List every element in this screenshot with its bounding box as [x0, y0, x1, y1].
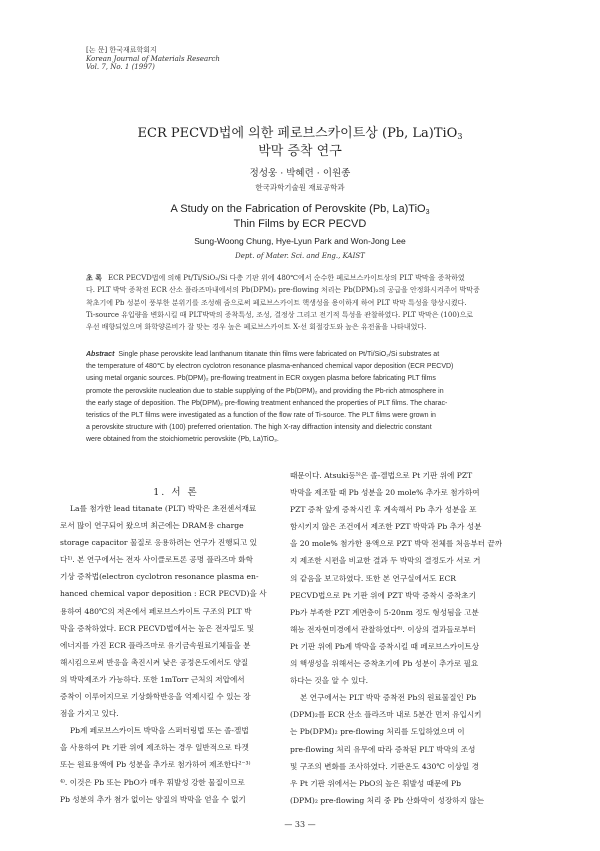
text-line: [290, 570, 538, 587]
authors-ko: 정성웅 · 박혜련 · 이원종: [249, 168, 351, 179]
text-line-content: ⁴⁾. 이것은 Pb 또는 PbO가 매우 휘발성 강한 물질이므로: [60, 777, 245, 787]
text-line-content: (DPM)₂ pre-flowing 처리 중 Pb 산화막이 성장하지 않는: [290, 795, 485, 805]
text-line: [86, 373, 532, 385]
text-line: [290, 604, 538, 621]
text-line-content: Pb 성분의 추가 첨가 없이는 양질의 박막을 얻을 수 없기: [60, 794, 246, 804]
text-line: [290, 501, 538, 518]
text-line: [60, 517, 308, 534]
text-line: [60, 688, 308, 705]
text-line: [290, 758, 538, 775]
text-line-content: pre-flowing 처리 유무에 따라 증착된 PLT 박막의 조성: [290, 744, 476, 754]
text-line-content: 본 연구에서는 PLT 박막 증착전 Pb의 원료물질인 Pb: [300, 693, 477, 703]
text-line: [290, 655, 538, 672]
journal-name-ko: [논 문] 한국재료학회지: [86, 46, 157, 54]
text-line-content: 의 박막제조가 가능하다. 또한 1mTorr 근처의 저압에서: [60, 674, 245, 684]
text-line: [60, 791, 308, 808]
text-line-content: were obtained from the stoichiometric perovskite (Pb, La)TiO₃.: [86, 436, 279, 444]
text-line: [60, 774, 308, 791]
abstract-ko: [86, 272, 532, 333]
text-line: [60, 722, 308, 739]
text-line-content: 다¹⁾. 본 연구에서는 전자 사이클로트론 공명 플라즈마 화학: [60, 555, 253, 565]
text-line: [86, 321, 532, 333]
abstract-label: Abstract: [86, 351, 115, 358]
text-line: [60, 585, 308, 602]
text-line: [60, 551, 308, 568]
text-line: [60, 739, 308, 756]
text-line-content: 때문이다. Atsuki등⁵⁾은 졸-겔법으로 Pt 기판 위에 PZT: [290, 471, 473, 480]
text-line: [60, 654, 308, 671]
text-line: [290, 775, 538, 792]
text-line-content: 의 핵생성을 위해서는 증착초기에 Pb 성분이 추가로 필요: [290, 659, 479, 669]
text-line: [60, 671, 308, 688]
text-line-content: 우 Pt 기판 위에서는 PbO의 높은 휘발성 때문에 Pb: [290, 778, 462, 788]
paper-title-en-line2: Thin Films by ECR PECVD: [233, 218, 367, 230]
text-line-content: Single phase perovskite lead lanthanum titanate thin films were fabricated on Pt/Ti/SiO₂/Si substrates at: [118, 351, 440, 358]
text-line-content: the early stage of deposition. The Pb(DPM)₂ pre-flowing treatment enhanced the properties of PLT films. The charac-: [86, 399, 448, 407]
text-line-content: 박막을 제조할 때 Pb 성분을 20 mole% 추가로 첨가하여: [290, 488, 480, 498]
text-line: [86, 434, 532, 446]
text-line: [60, 500, 308, 517]
text-line-content: 하다는 것을 알 수 있다.: [290, 676, 369, 686]
text-line-content: Ti-source 유입량을 변화시킬 때 PLT박막의 증착특성, 조성, 결정상 그리고 전기적 특성을 관찰하였다. PLT 박막은 (100)으로: [86, 310, 474, 319]
text-line-content: Pb가 부족한 PZT 계면층이 5-20nm 정도 형성됨을 고분: [290, 607, 479, 617]
text-line-content: a perovskite structure with (100) preferred orientation. The high X-ray diffraction intensity and dielectric constant: [86, 424, 432, 432]
text-line-content: 용하여 480℃의 저온에서 페로브스카이트 구조의 PLT 박: [60, 606, 252, 616]
text-line-content: 다. PLT 박막 증착전 ECR 산소 플라즈마내에서의 Pb(DPM)₂ pre-flowing 처리는 Pb(DPM)₂의 공급을 안정화시켜주어 박막증: [86, 286, 480, 295]
abstract-en: [86, 349, 532, 447]
text-line: [290, 484, 538, 501]
text-line: [290, 723, 538, 740]
text-line-content: 지 제조한 시편을 비교한 결과 두 박막의 결정도가 서로 거: [290, 556, 481, 566]
text-line-content: 증착이 이루어지므로 기상화학반응을 억제시킬 수 있는 장: [60, 692, 251, 702]
text-line-content: PECVD법으로 Pt 기판 위에 PZT 박막 증착시 증착초기: [290, 590, 476, 600]
right-column: [290, 467, 538, 809]
left-column: [60, 500, 308, 808]
title-en-main: A Study on the Fabrication of Perovskite (Pb, La)TiO: [170, 203, 426, 215]
text-line: [60, 637, 308, 654]
authors-en: Sung-Woong Chung, Hye-Lyun Park and Won-Jong Lee: [194, 236, 406, 246]
journal-info: [86, 46, 220, 72]
text-line-content: 우선 배향되었으며 화학양론비가 잘 맞는 경우 높은 페로브스카이트 X-선 회절강도와 높은 유전율을 나타내었다.: [86, 323, 427, 332]
text-line: [60, 756, 308, 773]
text-line: [290, 518, 538, 535]
text-line-content: (DPM)₂를 ECR 산소 플라즈마 내로 5분간 먼저 유입시키: [290, 710, 482, 720]
text-line: [86, 349, 532, 361]
text-line: [86, 422, 532, 434]
text-line: [86, 309, 532, 321]
text-line: [86, 297, 532, 309]
text-line-content: 또는 원료용액에 Pb 성분을 추가로 첨가하여 제조한다²⁻³⁾: [60, 760, 251, 770]
text-line-content: the temperature of 480℃ by electron cyclotron resonance plasma-enhanced chemical vapor deposition (ECR PECVD): [86, 363, 454, 371]
text-line: [290, 792, 538, 809]
journal-volume: Vol. 7, No. 1 (1997): [86, 63, 155, 72]
text-line-content: 막을 증착하였다. ECR PECVD법에서는 높은 전자밀도 및: [60, 623, 255, 633]
text-line-content: 및 구조의 변화를 조사하였다. 기판온도 430℃ 이상일 경: [290, 761, 480, 771]
text-line: [60, 620, 308, 637]
text-line: [86, 386, 532, 398]
paper-title-en: [60, 203, 540, 216]
text-line: [290, 706, 538, 723]
text-line: [86, 398, 532, 410]
text-line: [60, 603, 308, 620]
text-line: [290, 535, 538, 552]
text-line-content: 을 사용하여 Pt 기판 위에 제조하는 경우 일반적으로 타겟: [60, 743, 249, 753]
text-line-content: 해능 전자현미경에서 관찰하였다⁶⁾. 이상의 결과들로부터: [290, 624, 476, 634]
text-line: [86, 361, 532, 373]
text-line: [290, 689, 538, 706]
text-line-content: using metal organic sources. Pb(DPM)₂ pre-flowing treatment in ECR oxygen plasma before fabricating PLT films: [86, 375, 436, 383]
text-line: [290, 741, 538, 758]
text-line-content: PZT 증착 앞게 증착시킨 후 계속해서 Pb 추가 성분을 포: [290, 505, 477, 515]
text-line: [86, 284, 532, 296]
text-line-content: promote the perovskite nucleation due to stable supplying of the Pb(DPM)₂ and providing the Pb-rich atmosphere in: [86, 387, 444, 395]
title-ko-subscript: 3: [457, 132, 463, 141]
text-line-content: 을 20 mole% 첨가한 용액으로 PZT 박막 전체를 처음부터 끝까: [290, 539, 503, 549]
text-line: [290, 672, 538, 689]
text-line: [290, 638, 538, 655]
text-line-content: hanced chemical vapor deposition : ECR PECVD)을 사: [60, 589, 267, 599]
text-line: [290, 621, 538, 638]
paper-title-ko: [60, 122, 540, 141]
text-line-content: ECR PECVD법에 의해 Pt/Ti/SiO₂/Si 다층 기판 위에 480℃에서 순수한 페로브스카이트상의 PLT 박막을 증착하였: [107, 274, 465, 282]
text-line: [290, 467, 538, 484]
text-line-content: La를 첨가한 lead titanate (PLT) 박막은 초전센서재료: [70, 504, 257, 513]
text-line-content: 로서 많이 연구되어 왔으며 최근에는 DRAM용 charge: [60, 521, 244, 531]
text-line-content: 착초기에 Pb 성분이 풍부한 분위기를 조성해 줌으로써 페로브스카이트 핵생성을 용이하게 하여 PLT 박막 특성을 향상시켰다.: [86, 298, 467, 307]
text-line-content: 는 Pb(DPM)₂ pre-flowing 처리를 도입하였으며 이: [290, 727, 465, 737]
text-line-content: 기상 증착법(electron cyclotron resonance plasma en-: [60, 572, 259, 582]
text-line: [60, 534, 308, 551]
text-line-content: 점을 가지고 있다.: [60, 709, 119, 719]
text-line: [60, 705, 308, 722]
text-line: [86, 272, 532, 284]
paper-title-ko-line2: 박막 증착 연구: [258, 144, 342, 159]
text-line-content: 에너지를 가진 ECR 플라즈마로 유기금속원료기체들을 분: [60, 640, 251, 650]
text-line-content: 함시키지 않은 조건에서 제조한 PZT 박막과 Pb 추가 성분: [290, 522, 482, 532]
text-line-content: storage capacitor 물질로 응용하려는 연구가 진행되고 있: [60, 538, 257, 548]
text-line: [86, 410, 532, 422]
text-line-content: Pb계 페로브스카이트 박막을 스퍼터링법 또는 졸-겔법: [70, 726, 249, 736]
title-ko-main: ECR PECVD법에 의한 페로브스카이트상 (Pb, La)TiO: [137, 126, 458, 141]
text-line-content: Pt 기판 위에 Pb계 박막을 증착시킬 때 페로브스카이트상: [290, 641, 480, 651]
title-en-subscript: 3: [425, 209, 430, 216]
abstract-label: 초 록: [86, 273, 102, 282]
text-line-content: teristics of the PLT films were investigated as a function of the flow rate of Ti-source. The PLT films were grown in: [86, 412, 436, 420]
affiliation-ko: 한국과학기술원 재료공학과: [255, 183, 345, 192]
journal-name-en: Korean Journal of Materials Research: [86, 54, 220, 63]
page-number: — 33 —: [284, 820, 316, 829]
text-line-content: 의 같음을 보고하였다. 또한 본 연구실에서도 ECR: [290, 573, 457, 583]
text-line: [290, 587, 538, 604]
text-line: [60, 568, 308, 585]
text-line: [290, 552, 538, 569]
text-line-content: 해시킴으로써 반응을 촉진시켜 낮은 공정온도에서도 양질: [60, 657, 249, 667]
section-heading-introduction: 1. 서 론: [153, 487, 199, 498]
affiliation-en: Dept. of Mater. Sci. and Eng., KAIST: [235, 252, 365, 260]
